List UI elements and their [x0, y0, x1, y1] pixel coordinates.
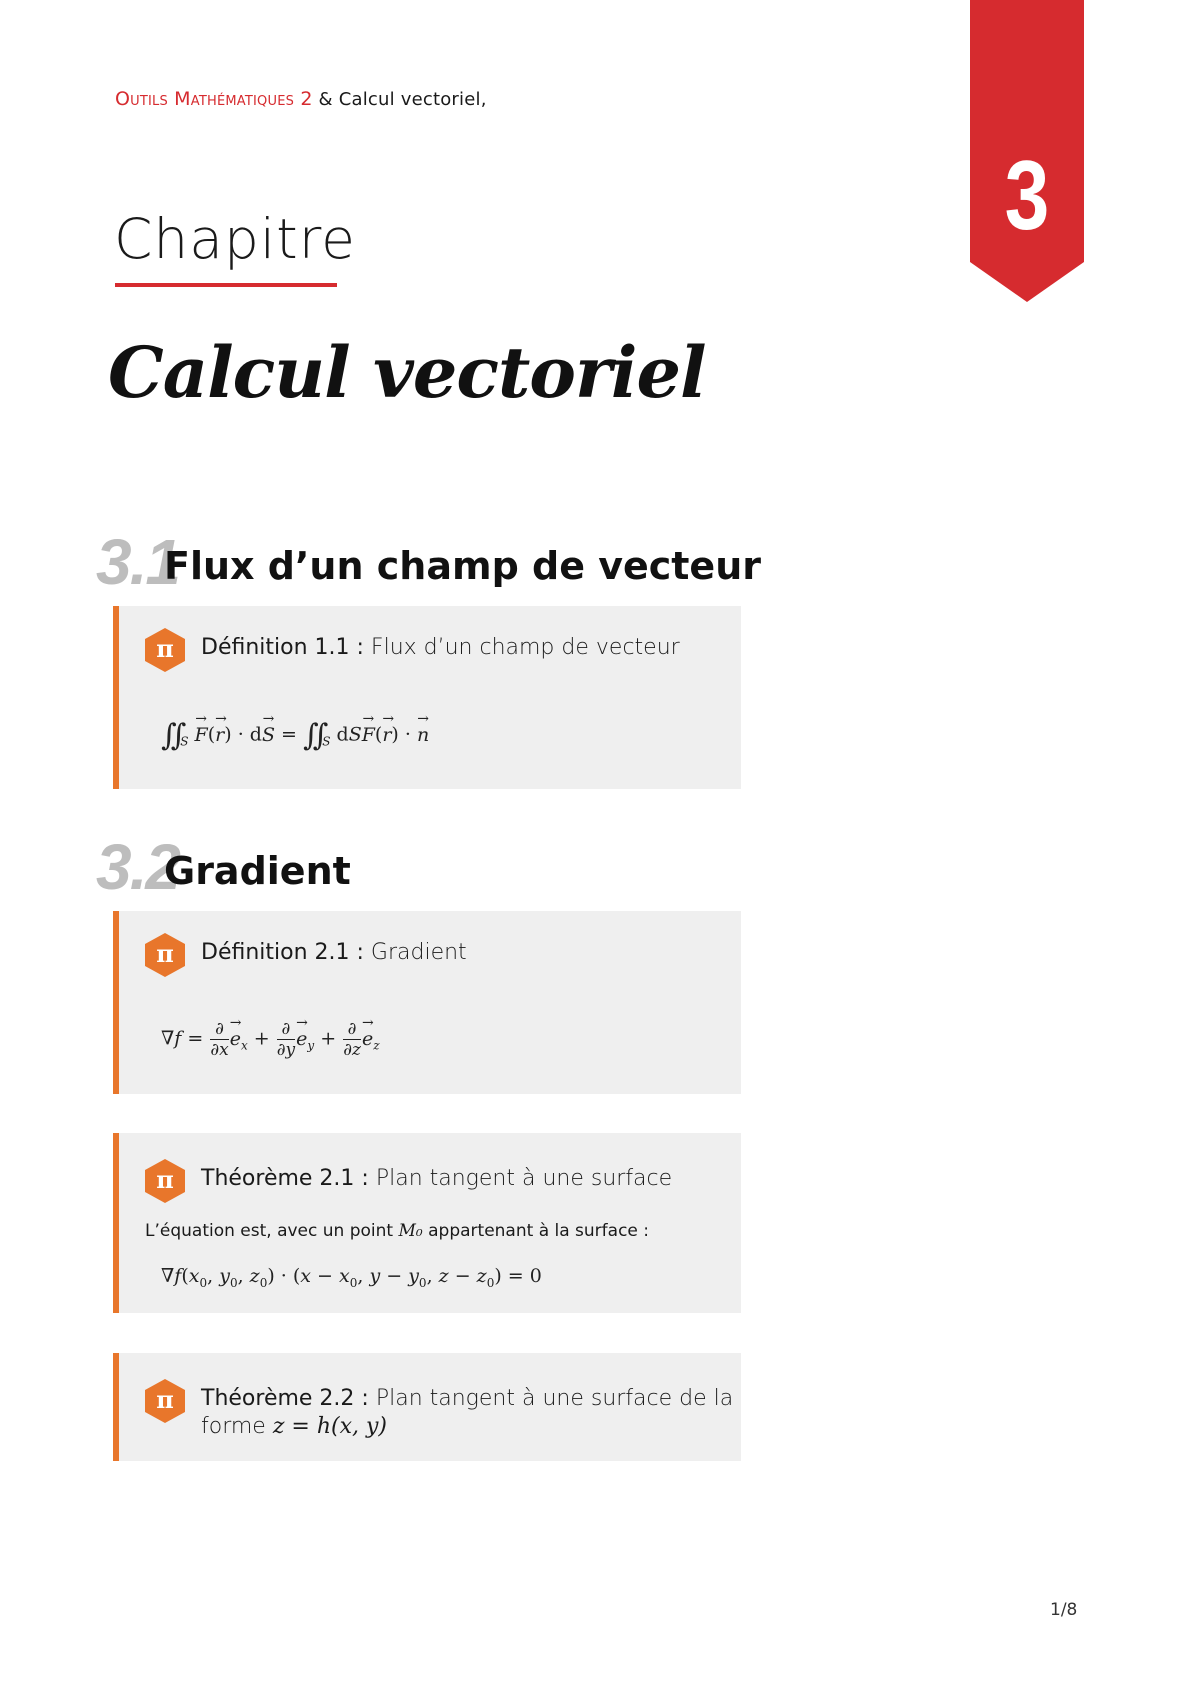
box-title-text: Flux d’un champ de vecteur — [370, 635, 680, 660]
chapter-number: 3 — [1004, 140, 1050, 250]
pi-icon: π — [145, 1159, 185, 1203]
box-title — [201, 1379, 733, 1441]
course-name: Outils Mathématiques 2 — [115, 88, 313, 110]
theorem-box — [113, 1133, 741, 1313]
section-number: 3.2 — [96, 831, 179, 903]
chapter-label: Chapitre — [114, 207, 356, 271]
tangent-plane-formula: $\nabla f(x_0$, $y_0$, $z_0) \cdot (x - x_0$, $y - y_0$, $z - z_0) = 0$ — [161, 1265, 542, 1290]
section-title: Flux d’un champ de vecteur — [164, 544, 761, 588]
flux-formula: $\int\int_S \to F(\to r) \cdot d\to S = \int\int_S$ dS→ F(→ r) · → n — [161, 718, 429, 753]
box-title — [201, 628, 680, 662]
pi-icon: π — [145, 1379, 185, 1423]
running-header — [115, 88, 487, 110]
box-title — [201, 933, 467, 967]
box-header — [145, 1159, 672, 1203]
text-after: appartenant à la surface : — [422, 1221, 650, 1241]
gradient-formula: ∇f = $\frac{\partial}{\partial x}$ → $e_x$ + $\frac{\partial}{\partial y}$ → $e_y$ + $\frac{\partial}{\partial z}$ → $e_z$ — [161, 1019, 380, 1060]
box-title-text: Gradient — [370, 940, 467, 965]
section-number: 3.1 — [96, 526, 179, 598]
chapter-title: Calcul vectoriel — [108, 331, 706, 414]
chapter-underline — [115, 283, 337, 287]
text-before: L’équation est, avec un point — [145, 1221, 399, 1241]
pi-icon: π — [145, 933, 185, 977]
section-title: Gradient — [164, 849, 351, 893]
box-title-prefix: forme — [201, 1414, 273, 1439]
point-variable: M₀ — [398, 1221, 423, 1241]
box-title-text: Plan tangent à une surface — [375, 1166, 673, 1191]
header-section: Calcul vectoriel, — [338, 89, 487, 110]
box-header — [145, 628, 680, 672]
box-title-text: Plan tangent à une surface de la — [375, 1386, 734, 1411]
box-header — [145, 933, 467, 977]
definition-box — [113, 911, 741, 1094]
box-kind: Théorème 2.1 : — [201, 1166, 369, 1191]
pi-icon: π — [145, 628, 185, 672]
box-title — [201, 1159, 672, 1193]
box-header — [145, 1379, 733, 1441]
theorem-box — [113, 1353, 741, 1461]
definition-box — [113, 606, 741, 789]
box-kind: Définition 2.1 : — [201, 940, 364, 965]
box-title-math: z = h(x, y) — [272, 1414, 387, 1439]
box-kind: Théorème 2.2 : — [201, 1386, 369, 1411]
box-text — [145, 1221, 649, 1241]
box-kind: Définition 1.1 : — [201, 635, 364, 660]
header-separator: & — [312, 89, 339, 110]
page-number: 1/8 — [1050, 1600, 1078, 1620]
